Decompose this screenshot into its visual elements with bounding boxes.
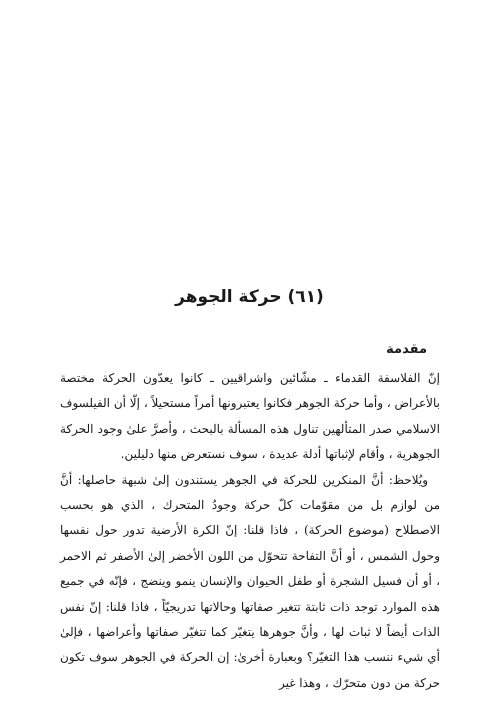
paragraph-objection: ويُلاحظ: أنَّ المنكرين للحركة في الجوهر يستندون إلىٰ شبهة حاصلها: أنَّ من لوازم بل من مقوّمات كلّ حركة وجودُ المتحرك ، الذي هو بحسب الاصطلاح (موضوع الحركة) ، فاذا قلنا: إنّ الكرة الأرضية تدور حول نفسها وحول الشمس ، أو أنَّ التفاحة تتحوّل من اللون الأخضر إلىٰ الأصفر ثم الاحمر ، أو أن فسيل الشجرة أو طفل الحيوان والإنسان ينمو وينضج ، فإنّه في جميع هذه الموارد توجد ذات ثابتة تتغير صفاتها وحالاتها تدريجيّاً ، فاذا قلنا: إنّ نفس الذات أيضاً لا ثبات لها ، وأنَّ جوهرها يتغيّر كما تتغيّر صفاتها وأعراضها ، فإلىٰ أي شيء ننسب هذا التغيّر؟ وبعبارة أخرىٰ: إن الحركة في الجوهر سوف تكون حركة من دون متحرّك ، وهذا غير bbox=[60, 472, 440, 690]
paragraph-introduction: إنّ الفلاسفة القدماء ـ مشّائين واشراقيين ـ كانوا يعدّون الحركة مختصة بالأعراض ، وأما حركة الجوهر فكانوا يعتبرونها أمراً مستحيلاً ، إلّا أن الفيلسوف الاسلامي صدر المتألهين تناول هذه المسألة بالبحث ، وأصرَّ علىٰ وجود الحركة الجوهرية ، وأقام لإثباتها أدلة عديدة ، سوف نستعرض منها دليلين. bbox=[60, 371, 440, 462]
section-heading: مقدمة bbox=[386, 342, 427, 357]
body-text bbox=[60, 366, 440, 696]
chapter-title: (٦١) حركة الجوهر bbox=[175, 287, 324, 307]
